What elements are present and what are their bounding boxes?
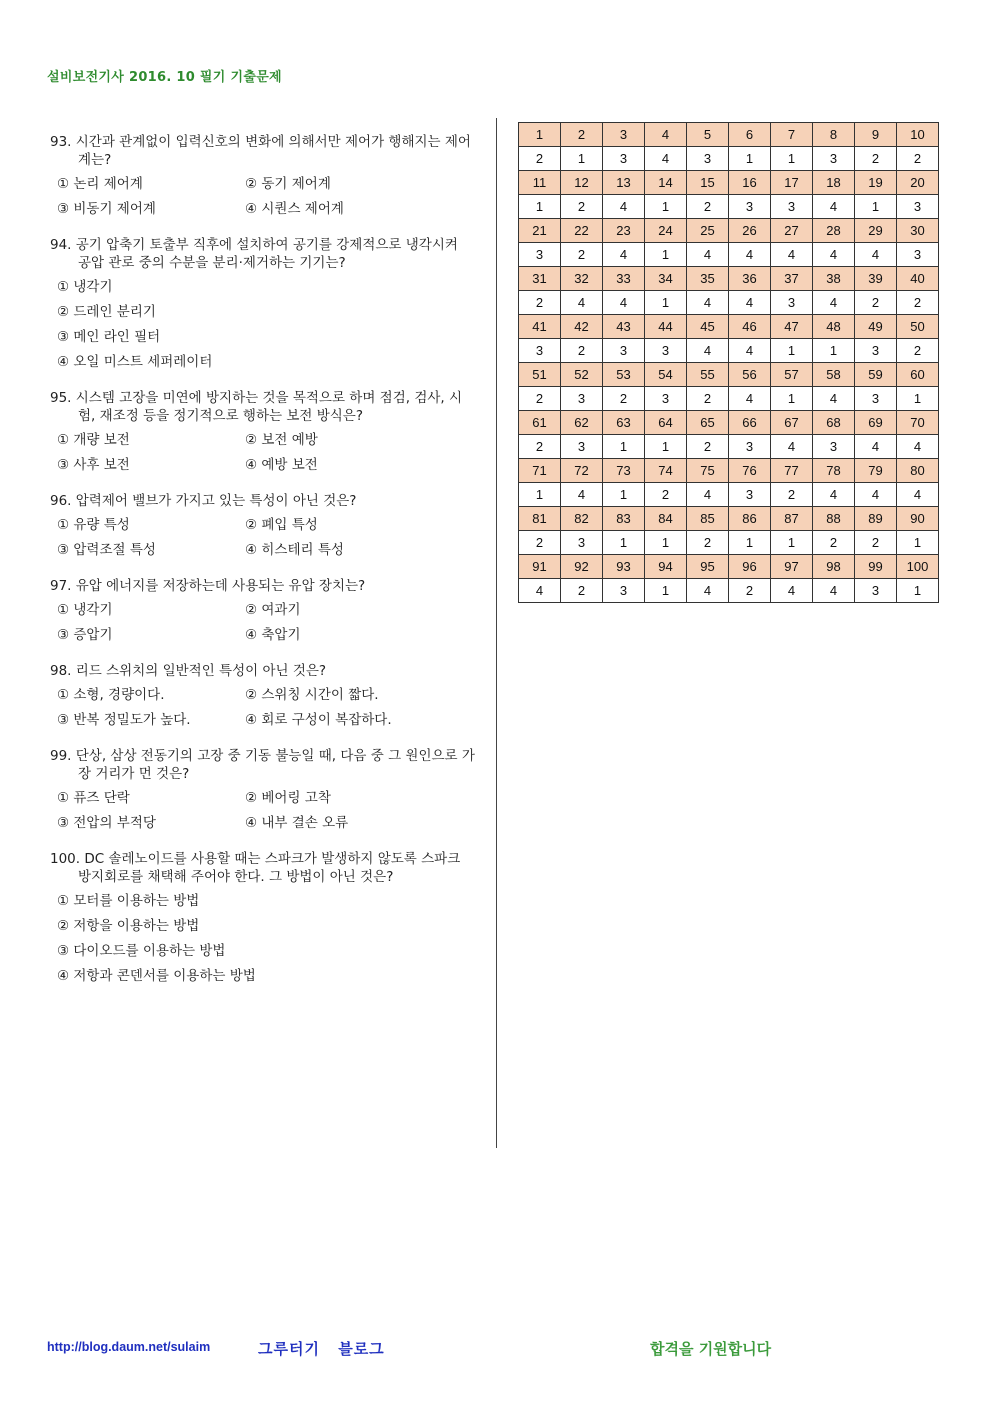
- question-number-cell: 89: [855, 507, 897, 531]
- answer-cell: 2: [813, 531, 855, 555]
- answer-option: ④ 시퀀스 제어계: [245, 201, 344, 217]
- question-item: [50, 236, 475, 371]
- answer-cell: 2: [519, 435, 561, 459]
- question-number-cell: 82: [561, 507, 603, 531]
- answer-cell: 2: [855, 147, 897, 171]
- answer-cell: 2: [687, 435, 729, 459]
- answer-option: ④ 회로 구성이 복잡하다.: [245, 712, 392, 728]
- question-number-cell: 98: [813, 555, 855, 579]
- question-number-cell: 57: [771, 363, 813, 387]
- question-number-row: [519, 555, 939, 579]
- answer-cell: 3: [561, 387, 603, 411]
- question-number-cell: 71: [519, 459, 561, 483]
- question-number-cell: 20: [897, 171, 939, 195]
- answer-cell: 3: [855, 387, 897, 411]
- question-number-cell: 52: [561, 363, 603, 387]
- question-number-cell: 32: [561, 267, 603, 291]
- answer-cell: 3: [603, 147, 645, 171]
- question-number-cell: 49: [855, 315, 897, 339]
- answer-cell: 2: [729, 579, 771, 603]
- answer-cell: 1: [645, 579, 687, 603]
- answer-cell: 4: [687, 483, 729, 507]
- answer-cell: 2: [897, 339, 939, 363]
- answer-cell: 2: [561, 195, 603, 219]
- answer-option: ① 소형, 경량이다.: [57, 687, 165, 703]
- question-number-cell: 37: [771, 267, 813, 291]
- question-number-cell: 69: [855, 411, 897, 435]
- answer-cell: 3: [603, 579, 645, 603]
- question-number-cell: 12: [561, 171, 603, 195]
- question-number-cell: 60: [897, 363, 939, 387]
- question-number-cell: 38: [813, 267, 855, 291]
- answer-cell: 4: [687, 243, 729, 267]
- question-number-cell: 83: [603, 507, 645, 531]
- answer-cell: 4: [519, 579, 561, 603]
- answer-cell: 2: [855, 531, 897, 555]
- answer-cell: 2: [519, 387, 561, 411]
- answer-row: [519, 291, 939, 315]
- answer-cell: 1: [603, 483, 645, 507]
- option-group: [50, 892, 475, 985]
- answer-cell: 2: [561, 243, 603, 267]
- question-number-cell: 9: [855, 123, 897, 147]
- answer-cell: 1: [645, 291, 687, 315]
- question-text: 98. 리드 스위치의 일반적인 특성이 아닌 것은?: [50, 663, 327, 679]
- answer-option: ① 논리 제어계: [57, 176, 143, 192]
- answer-option: ① 냉각기: [57, 602, 113, 618]
- question-number-cell: 61: [519, 411, 561, 435]
- question-number-row: [519, 315, 939, 339]
- question-number-cell: 44: [645, 315, 687, 339]
- answer-cell: 4: [561, 483, 603, 507]
- question-number-cell: 76: [729, 459, 771, 483]
- option-group: [50, 175, 475, 218]
- question-number-cell: 85: [687, 507, 729, 531]
- question-text: 99. 단상, 삼상 전동기의 고장 중 기동 불능일 때, 다음 중 그 원인으로 가장 거리가 먼 것은?: [50, 748, 475, 782]
- question-number-cell: 36: [729, 267, 771, 291]
- question-number-cell: 96: [729, 555, 771, 579]
- answer-cell: 3: [855, 579, 897, 603]
- answer-option: ③ 사후 보전: [57, 457, 130, 473]
- answer-cell: 4: [729, 243, 771, 267]
- question-text: 97. 유압 에너지를 저장하는데 사용되는 유압 장치는?: [50, 578, 366, 594]
- answer-cell: 1: [771, 387, 813, 411]
- question-number-cell: 70: [897, 411, 939, 435]
- answer-cell: 1: [771, 147, 813, 171]
- question-number-cell: 23: [603, 219, 645, 243]
- answer-row: [519, 483, 939, 507]
- answer-cell: 3: [645, 387, 687, 411]
- answer-cell: 4: [603, 243, 645, 267]
- answer-cell: 3: [561, 435, 603, 459]
- question-text: 95. 시스템 고장을 미연에 방지하는 것을 목적으로 하며 점검, 검사, 시험, 재조정 등을 정기적으로 행하는 보전 방식은?: [50, 390, 463, 424]
- answer-cell: 3: [729, 435, 771, 459]
- answer-cell: 3: [897, 195, 939, 219]
- answer-cell: 2: [687, 387, 729, 411]
- question-number-cell: 45: [687, 315, 729, 339]
- answer-cell: 3: [855, 339, 897, 363]
- answer-cell: 4: [687, 579, 729, 603]
- question-number-cell: 97: [771, 555, 813, 579]
- page-title: 설비보전기사 2016. 10 필기 기출문제: [47, 70, 282, 85]
- answer-cell: 1: [519, 195, 561, 219]
- answer-cell: 1: [603, 435, 645, 459]
- answer-cell: 3: [729, 195, 771, 219]
- question-number-cell: 63: [603, 411, 645, 435]
- question-number-cell: 31: [519, 267, 561, 291]
- answer-cell: 1: [645, 195, 687, 219]
- question-text: 100. DC 솔레노이드를 사용할 때는 스파크가 발생하지 않도록 스파크 방지회로를 채택해 주어야 한다. 그 방법이 아닌 것은?: [50, 851, 461, 885]
- question-list: [50, 133, 475, 1003]
- question-number-cell: 15: [687, 171, 729, 195]
- answer-row: [519, 147, 939, 171]
- answer-cell: 1: [561, 147, 603, 171]
- question-number-cell: 34: [645, 267, 687, 291]
- question-number-cell: 10: [897, 123, 939, 147]
- answer-cell: 1: [645, 531, 687, 555]
- answer-option: ② 저항을 이용하는 방법: [57, 918, 200, 934]
- blog-name-part-2: 블로그: [338, 1340, 385, 1358]
- question-number-cell: 25: [687, 219, 729, 243]
- option-group: [50, 686, 475, 729]
- question-number-row: [519, 507, 939, 531]
- answer-option: ④ 예방 보전: [245, 457, 318, 473]
- answer-option: ③ 반복 정밀도가 높다.: [57, 712, 191, 728]
- question-number-cell: 73: [603, 459, 645, 483]
- answer-cell: 2: [561, 339, 603, 363]
- blog-name-part-1: 그루터기: [258, 1340, 320, 1358]
- answer-option: ① 유량 특성: [57, 517, 130, 533]
- question-number-cell: 53: [603, 363, 645, 387]
- answer-cell: 4: [603, 291, 645, 315]
- answer-option: ③ 압력조절 특성: [57, 542, 156, 558]
- answer-cell: 1: [897, 531, 939, 555]
- answer-option: ② 여과기: [245, 602, 301, 618]
- answer-cell: 4: [603, 195, 645, 219]
- question-number-cell: 16: [729, 171, 771, 195]
- answer-cell: 1: [771, 339, 813, 363]
- question-number-row: [519, 459, 939, 483]
- question-number-cell: 47: [771, 315, 813, 339]
- answer-cell: 4: [813, 579, 855, 603]
- question-number-cell: 92: [561, 555, 603, 579]
- answer-cell: 4: [897, 435, 939, 459]
- question-number-cell: 42: [561, 315, 603, 339]
- question-number-row: [519, 267, 939, 291]
- question-number-cell: 62: [561, 411, 603, 435]
- answer-cell: 2: [855, 291, 897, 315]
- question-number-cell: 95: [687, 555, 729, 579]
- question-number-cell: 1: [519, 123, 561, 147]
- answer-option: ④ 저항과 콘덴서를 이용하는 방법: [57, 968, 256, 984]
- question-number-cell: 50: [897, 315, 939, 339]
- answer-option: ② 베어링 고착: [245, 790, 331, 806]
- question-number-cell: 21: [519, 219, 561, 243]
- question-number-cell: 18: [813, 171, 855, 195]
- option-group: [50, 431, 475, 474]
- question-number-row: [519, 363, 939, 387]
- answer-option: ② 드레인 분리기: [57, 304, 156, 320]
- question-number-cell: 81: [519, 507, 561, 531]
- answer-cell: 4: [813, 243, 855, 267]
- question-number-cell: 6: [729, 123, 771, 147]
- answer-cell: 4: [729, 291, 771, 315]
- question-number-cell: 39: [855, 267, 897, 291]
- question-number-cell: 80: [897, 459, 939, 483]
- answer-cell: 4: [771, 435, 813, 459]
- question-number-cell: 59: [855, 363, 897, 387]
- question-number-cell: 17: [771, 171, 813, 195]
- answer-cell: 4: [561, 291, 603, 315]
- answer-cell: 3: [897, 243, 939, 267]
- answer-option: ③ 증압기: [57, 627, 113, 643]
- question-number-cell: 58: [813, 363, 855, 387]
- answer-option: ② 동기 제어계: [245, 176, 331, 192]
- question-number-row: [519, 123, 939, 147]
- question-number-cell: 4: [645, 123, 687, 147]
- answer-cell: 2: [519, 147, 561, 171]
- question-number-cell: 22: [561, 219, 603, 243]
- question-number-cell: 78: [813, 459, 855, 483]
- question-number-cell: 35: [687, 267, 729, 291]
- question-number-cell: 5: [687, 123, 729, 147]
- question-number-row: [519, 411, 939, 435]
- question-number-cell: 29: [855, 219, 897, 243]
- question-number-cell: 30: [897, 219, 939, 243]
- question-item: [50, 662, 475, 729]
- question-number-cell: 100: [897, 555, 939, 579]
- question-item: [50, 492, 475, 559]
- answer-cell: 3: [729, 483, 771, 507]
- question-number-row: [519, 171, 939, 195]
- answer-row: [519, 243, 939, 267]
- question-number-cell: 87: [771, 507, 813, 531]
- answer-cell: 1: [897, 387, 939, 411]
- question-number-cell: 77: [771, 459, 813, 483]
- answer-cell: 1: [603, 531, 645, 555]
- answer-row: [519, 435, 939, 459]
- question-item: [50, 850, 475, 985]
- answer-cell: 4: [729, 339, 771, 363]
- question-number-cell: 75: [687, 459, 729, 483]
- answer-option: ② 폐입 특성: [245, 517, 318, 533]
- answer-cell: 4: [687, 291, 729, 315]
- question-number-cell: 54: [645, 363, 687, 387]
- answer-cell: 2: [645, 483, 687, 507]
- question-text: 94. 공기 압축기 토출부 직후에 설치하여 공기를 강제적으로 냉각시켜 공압 관로 중의 수분을 분리·제거하는 기기는?: [50, 237, 458, 271]
- answer-cell: 3: [687, 147, 729, 171]
- question-item: [50, 747, 475, 832]
- question-number-cell: 65: [687, 411, 729, 435]
- answer-option: ④ 내부 결손 오류: [245, 815, 349, 831]
- answer-cell: 4: [813, 195, 855, 219]
- answer-row: [519, 387, 939, 411]
- answer-cell: 4: [771, 243, 813, 267]
- question-number-cell: 72: [561, 459, 603, 483]
- answer-option: ③ 다이오드를 이용하는 방법: [57, 943, 226, 959]
- question-number-cell: 11: [519, 171, 561, 195]
- option-group: [50, 278, 475, 371]
- answer-cell: 1: [771, 531, 813, 555]
- answer-cell: 4: [771, 579, 813, 603]
- question-number-cell: 27: [771, 219, 813, 243]
- answer-cell: 2: [897, 291, 939, 315]
- question-number-row: [519, 219, 939, 243]
- question-number-cell: 66: [729, 411, 771, 435]
- answer-cell: 3: [771, 195, 813, 219]
- answer-cell: 4: [645, 147, 687, 171]
- question-item: [50, 577, 475, 644]
- answer-cell: 1: [729, 147, 771, 171]
- answer-cell: 3: [813, 147, 855, 171]
- question-number-cell: 14: [645, 171, 687, 195]
- answer-option: ① 개량 보전: [57, 432, 130, 448]
- answer-cell: 2: [687, 531, 729, 555]
- question-item: [50, 133, 475, 218]
- question-number-cell: 90: [897, 507, 939, 531]
- option-group: [50, 601, 475, 644]
- blog-name: [258, 1338, 397, 1359]
- question-number-cell: 28: [813, 219, 855, 243]
- question-number-cell: 3: [603, 123, 645, 147]
- answer-cell: 1: [855, 195, 897, 219]
- answer-cell: 3: [603, 339, 645, 363]
- question-number-cell: 68: [813, 411, 855, 435]
- question-number-cell: 46: [729, 315, 771, 339]
- answer-cell: 4: [687, 339, 729, 363]
- option-group: [50, 789, 475, 832]
- answer-cell: 4: [855, 435, 897, 459]
- answer-cell: 1: [897, 579, 939, 603]
- answer-cell: 2: [897, 147, 939, 171]
- column-divider: [496, 118, 497, 1148]
- question-number-cell: 84: [645, 507, 687, 531]
- answer-cell: 3: [519, 243, 561, 267]
- answer-cell: 2: [771, 483, 813, 507]
- question-number-cell: 56: [729, 363, 771, 387]
- answer-cell: 2: [603, 387, 645, 411]
- answer-cell: 2: [687, 195, 729, 219]
- answer-option: ④ 축압기: [245, 627, 301, 643]
- answer-cell: 2: [519, 531, 561, 555]
- question-number-cell: 67: [771, 411, 813, 435]
- answer-cell: 3: [813, 435, 855, 459]
- answer-cell: 2: [519, 291, 561, 315]
- answer-cell: 1: [645, 243, 687, 267]
- answer-cell: 4: [813, 483, 855, 507]
- answer-option: ④ 히스테리 특성: [245, 542, 344, 558]
- question-number-cell: 86: [729, 507, 771, 531]
- answer-option: ④ 오일 미스트 세퍼레이터: [57, 354, 213, 370]
- answer-cell: 3: [519, 339, 561, 363]
- answer-option: ③ 비동기 제어계: [57, 201, 156, 217]
- answer-cell: 4: [897, 483, 939, 507]
- question-number-cell: 99: [855, 555, 897, 579]
- question-number-cell: 91: [519, 555, 561, 579]
- option-group: [50, 516, 475, 559]
- question-number-cell: 7: [771, 123, 813, 147]
- question-number-cell: 43: [603, 315, 645, 339]
- answer-cell: 1: [813, 339, 855, 363]
- question-number-cell: 24: [645, 219, 687, 243]
- answer-option: ② 보전 예방: [245, 432, 318, 448]
- question-number-cell: 40: [897, 267, 939, 291]
- answer-cell: 4: [855, 483, 897, 507]
- question-number-cell: 94: [645, 555, 687, 579]
- answer-option: ② 스위칭 시간이 짧다.: [245, 687, 379, 703]
- answer-option: ① 퓨즈 단락: [57, 790, 130, 806]
- answer-cell: 3: [645, 339, 687, 363]
- answer-cell: 4: [855, 243, 897, 267]
- answer-cell: 1: [645, 435, 687, 459]
- answer-row: [519, 531, 939, 555]
- blog-url-link[interactable]: http://blog.daum.net/sulaim: [47, 1340, 211, 1354]
- answer-row: [519, 195, 939, 219]
- question-number-cell: 41: [519, 315, 561, 339]
- question-text: 96. 압력제어 밸브가 가지고 있는 특성이 아닌 것은?: [50, 493, 357, 509]
- answer-row: [519, 339, 939, 363]
- answer-option: ③ 메인 라인 필터: [57, 329, 161, 345]
- question-number-cell: 19: [855, 171, 897, 195]
- answer-cell: 2: [561, 579, 603, 603]
- question-item: [50, 389, 475, 474]
- question-number-cell: 64: [645, 411, 687, 435]
- answer-row: [519, 579, 939, 603]
- question-number-cell: 93: [603, 555, 645, 579]
- question-number-cell: 33: [603, 267, 645, 291]
- good-luck-message: 합격을 기원합니다: [650, 1340, 772, 1358]
- answer-cell: 3: [561, 531, 603, 555]
- question-number-cell: 8: [813, 123, 855, 147]
- answer-option: ① 냉각기: [57, 279, 113, 295]
- answer-cell: 1: [519, 483, 561, 507]
- question-number-cell: 48: [813, 315, 855, 339]
- answer-cell: 4: [813, 387, 855, 411]
- question-number-cell: 74: [645, 459, 687, 483]
- question-number-cell: 51: [519, 363, 561, 387]
- question-number-cell: 55: [687, 363, 729, 387]
- question-number-cell: 79: [855, 459, 897, 483]
- answer-option: ③ 전압의 부적당: [57, 815, 156, 831]
- answer-key-table: [518, 122, 939, 603]
- question-number-cell: 88: [813, 507, 855, 531]
- answer-option: ① 모터를 이용하는 방법: [57, 893, 200, 909]
- question-number-cell: 13: [603, 171, 645, 195]
- question-number-cell: 26: [729, 219, 771, 243]
- answer-cell: 3: [771, 291, 813, 315]
- answer-cell: 4: [729, 387, 771, 411]
- question-number-cell: 2: [561, 123, 603, 147]
- answer-cell: 4: [813, 291, 855, 315]
- answer-cell: 1: [729, 531, 771, 555]
- question-text: 93. 시간과 관계없이 입력신호의 변화에 의해서만 제어가 행해지는 제어계는?: [50, 134, 471, 168]
